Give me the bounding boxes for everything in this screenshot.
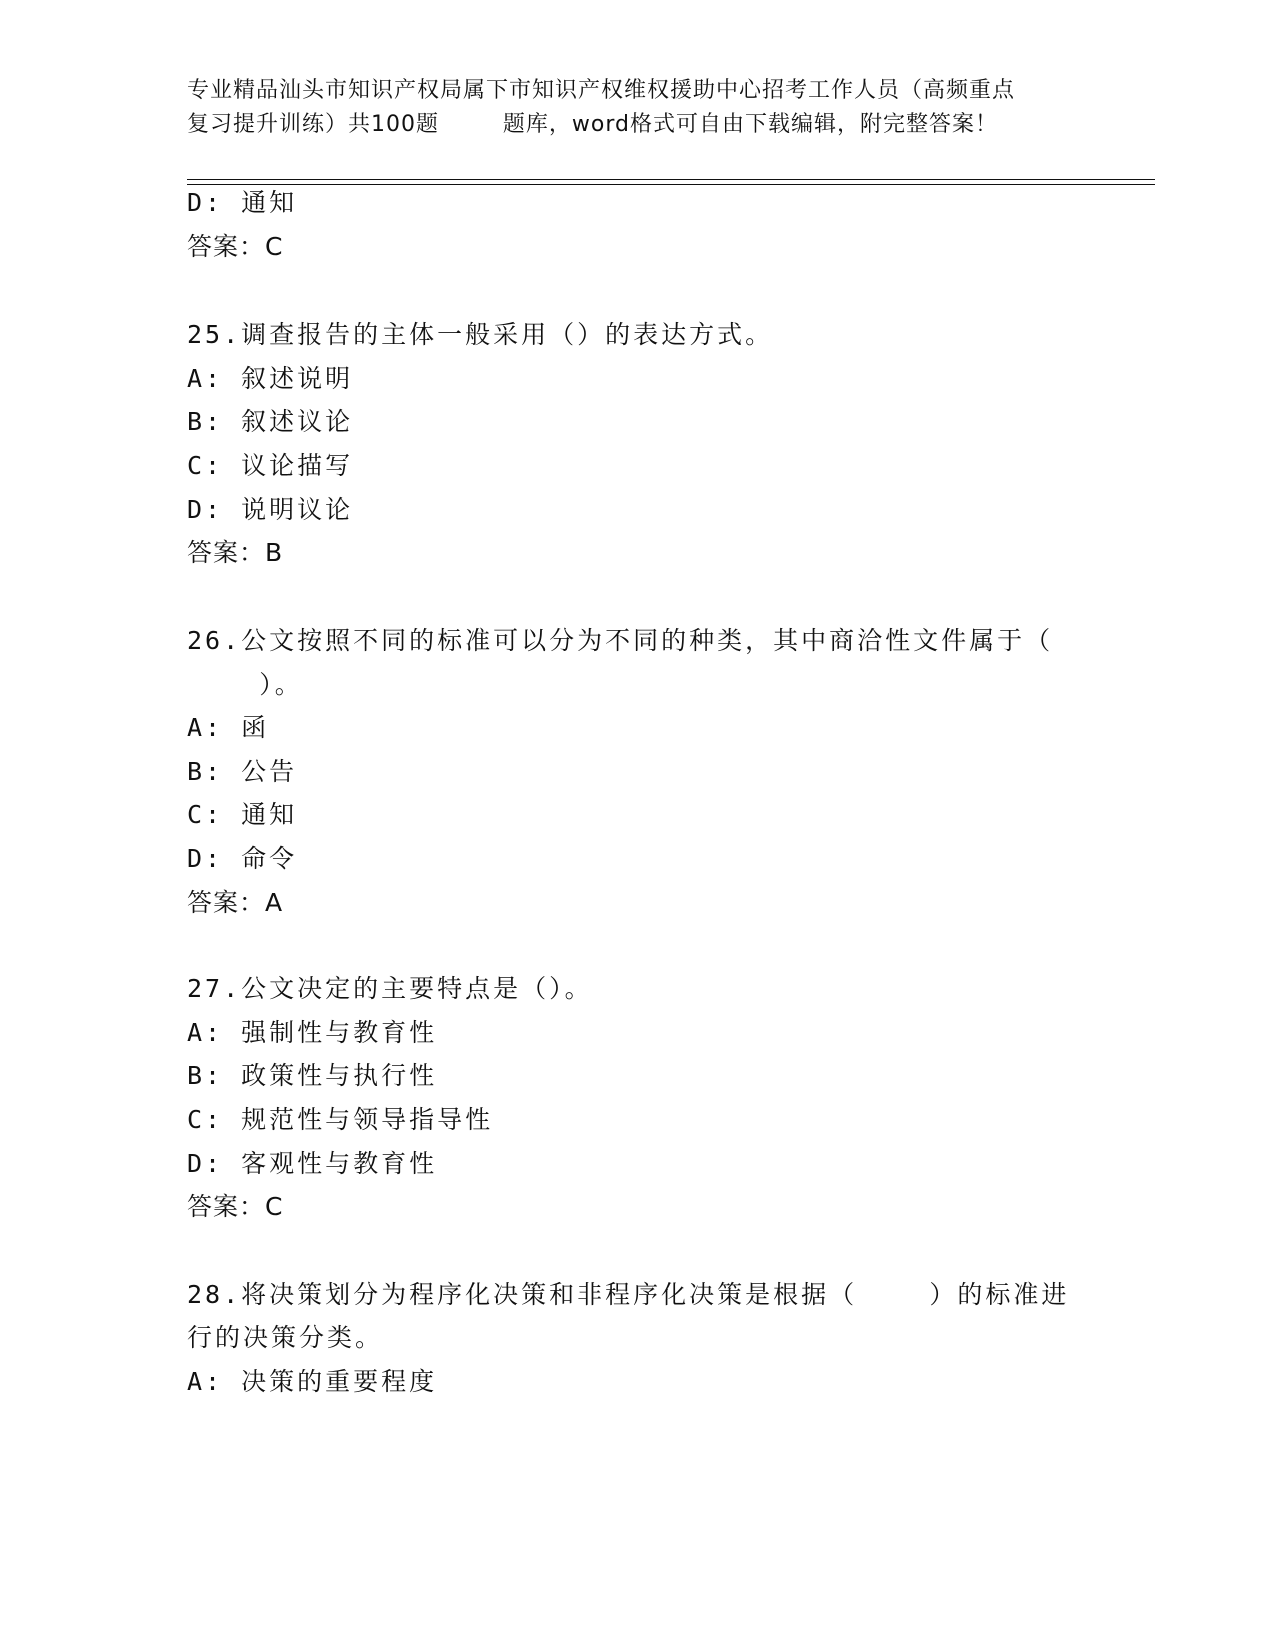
q28-option-a: A: 决策的重要程度	[187, 1367, 438, 1396]
q27-option-a: A: 强制性与教育性	[187, 1018, 438, 1047]
question-28: 28.将决策划分为程序化决策和非程序化决策是根据（ ）的标准进	[187, 1280, 1070, 1309]
q25-answer: 答案：B	[187, 538, 284, 567]
q26-option-b: B: 公告	[187, 757, 298, 786]
page-header	[187, 74, 1087, 142]
q27-option-d: D: 客观性与教育性	[187, 1149, 438, 1178]
header-title-line-2: 复习提升训练）共100题 题库，word格式可自由下载编辑，附完整答案！	[187, 112, 999, 137]
q25-option-a: A: 叙述说明	[187, 364, 354, 393]
q26-option-d: D: 命令	[187, 844, 298, 873]
q27-option-b: B: 政策性与执行性	[187, 1061, 438, 1090]
question-28-continued: 行的决策分类。	[187, 1323, 384, 1352]
q26-answer: 答案：A	[187, 888, 284, 917]
option-d-prev: D: 通知	[187, 188, 298, 217]
header-title-line-1: 专业精品汕头市知识产权局属下市知识产权维权援助中心招考工作人员（高频重点	[187, 78, 1016, 103]
q26-option-a: A: 函	[187, 713, 270, 742]
question-25: 25.调查报告的主体一般采用（）的表达方式。	[187, 320, 774, 349]
question-26: 26.公文按照不同的标准可以分为不同的种类，其中商洽性文件属于（	[187, 626, 1054, 655]
header-rule-top	[187, 179, 1155, 180]
q25-option-d: D: 说明议论	[187, 495, 354, 524]
answer-prev: 答案：C	[187, 232, 284, 261]
q27-answer: 答案：C	[187, 1192, 284, 1221]
question-27: 27.公文决定的主要特点是（）。	[187, 974, 593, 1003]
q25-option-c: C: 议论描写	[187, 451, 354, 480]
q26-option-c: C: 通知	[187, 800, 298, 829]
q27-option-c: C: 规范性与领导指导性	[187, 1105, 494, 1134]
question-26-continued: ）。	[187, 670, 303, 699]
q25-option-b: B: 叙述议论	[187, 407, 354, 436]
header-rule-bottom	[187, 184, 1155, 185]
